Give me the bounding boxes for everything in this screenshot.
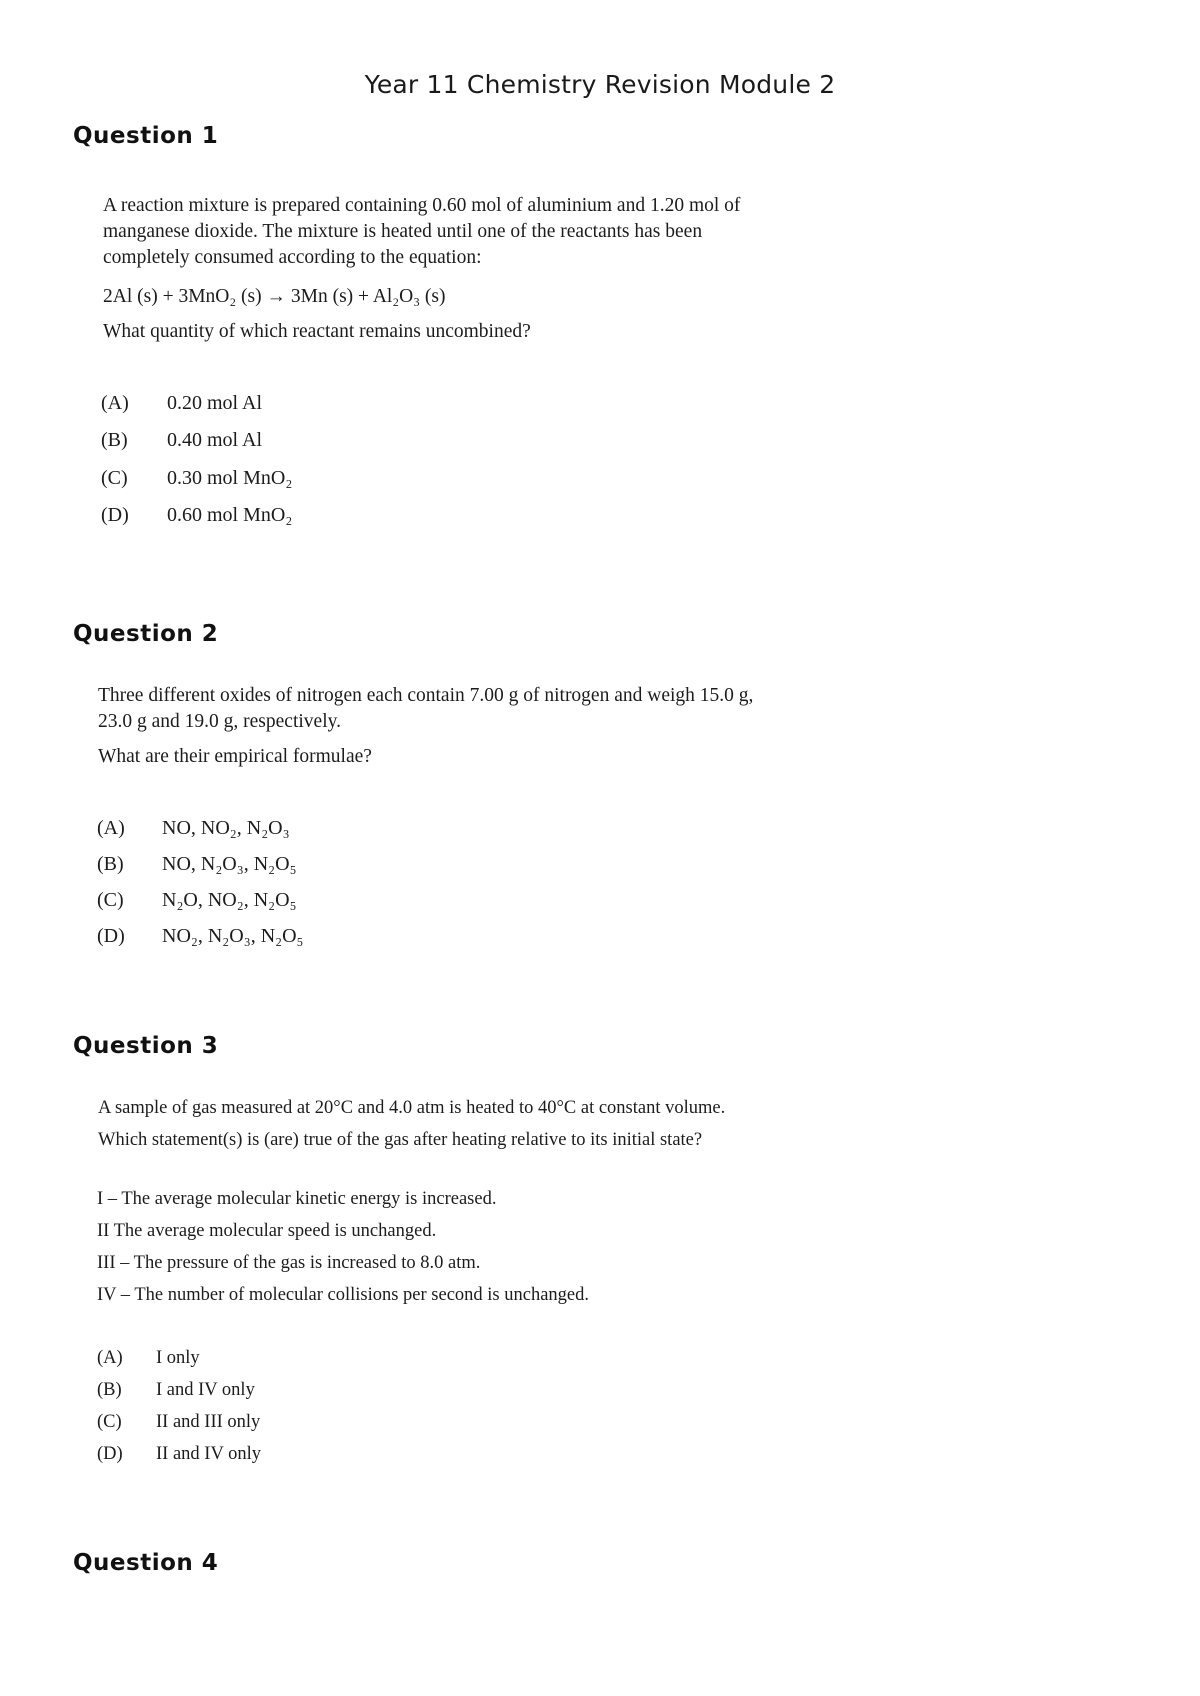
option-text: 0.60 mol MnO₂ [167,504,293,526]
option-label: (A) [97,817,125,839]
option-label: (B) [97,1380,122,1400]
option-text: 0.20 mol Al [167,392,263,414]
question-2-heading: Question 2 [73,621,219,647]
question-2-line-2: 23.0 g and 19.0 g, respectively. [98,711,341,732]
question-1-stem [103,193,1103,271]
option-label: (C) [97,1412,122,1432]
option-text: NO, NO₂, N₂O₃ [162,817,290,839]
option-text: II and IV only [156,1444,261,1464]
option-text: NO₂, N₂O₃, N₂O₅ [162,925,304,947]
question-1-line-3: completely consumed according to the equation: [103,247,482,268]
question-3-prompt: Which statement(s) is (are) true of the gas after heating relative to its initial state? [98,1130,703,1150]
option-text: I and IV only [156,1380,255,1400]
question-3-line-1: A sample of gas measured at 20°C and 4.0 atm is heated to 40°C at constant volume. [98,1098,726,1118]
question-1-prompt: What quantity of which reactant remains uncombined? [103,321,531,342]
option-label: (A) [97,1348,123,1368]
option-label: (C) [101,467,128,489]
question-1-heading: Question 1 [73,123,219,149]
option-text: 0.30 mol MnO₂ [167,467,293,489]
question-2-prompt: What are their empirical formulae? [98,746,372,767]
option-label: (C) [97,889,124,911]
question-1-line-2: manganese dioxide. The mixture is heated until one of the reactants has been [103,221,703,242]
option-text: N₂O, NO₂, N₂O₅ [162,889,297,911]
question-3-statement-3: III – The pressure of the gas is increased to 8.0 atm. [97,1253,481,1273]
question-1-equation: 2Al (s) + 3MnO₂ (s) → 3Mn (s) + Al₂O₃ (s) [103,286,446,307]
option-text: II and III only [156,1412,261,1432]
option-text: I only [156,1348,200,1368]
question-1-line-1: A reaction mixture is prepared containing 0.60 mol of aluminium and 1.20 mol of [103,195,741,216]
option-label: (A) [101,392,129,414]
option-label: (D) [97,925,125,947]
question-3-heading: Question 3 [73,1033,219,1059]
option-text: 0.40 mol Al [167,429,263,451]
question-4-heading: Question 4 [73,1550,219,1576]
question-2-stem [98,683,1098,735]
option-text: NO, N₂O₃, N₂O₅ [162,853,297,875]
question-2-line-1: Three different oxides of nitrogen each contain 7.00 g of nitrogen and weigh 15.0 g, [98,685,754,706]
page-title: Year 11 Chemistry Revision Module 2 [364,70,836,99]
question-3-statement-1: I – The average molecular kinetic energy is increased. [97,1189,497,1209]
question-3-statement-4: IV – The number of molecular collisions per second is unchanged. [97,1285,590,1305]
option-label: (B) [97,853,124,875]
option-label: (D) [101,504,129,526]
option-label: (D) [97,1444,123,1464]
question-3-statement-2: II The average molecular speed is unchanged. [97,1221,437,1241]
option-label: (B) [101,429,128,451]
